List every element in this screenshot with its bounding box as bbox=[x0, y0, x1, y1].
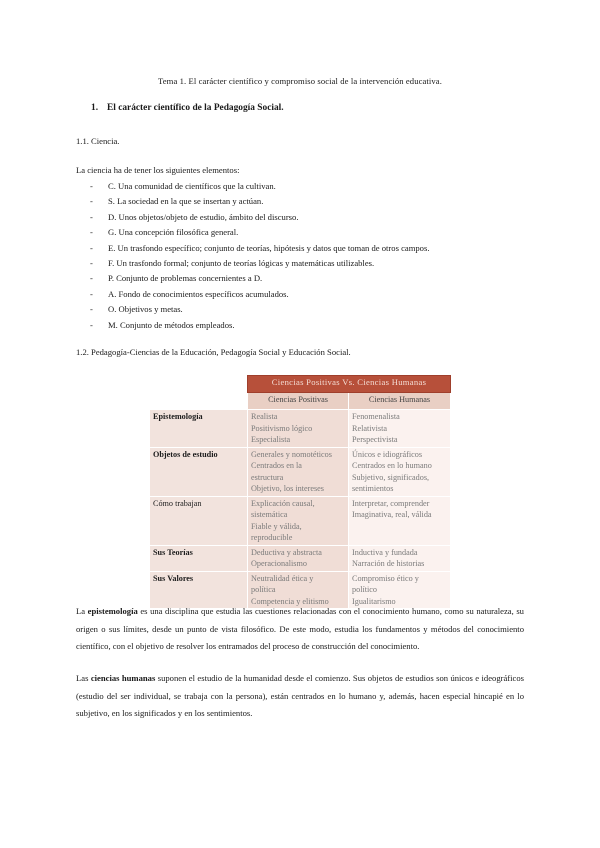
table-row bbox=[150, 447, 451, 496]
comparison-table bbox=[149, 375, 451, 609]
list-item-text: O. Objetivos y metas. bbox=[108, 304, 183, 315]
row-header: Sus Valores bbox=[150, 571, 248, 609]
cell-line: político bbox=[352, 585, 378, 594]
cell-line: Fiable y válida, bbox=[251, 521, 302, 531]
subsection-heading-ciencia: 1.1. Ciencia. bbox=[76, 136, 120, 146]
subsection-heading-pedagogia: 1.2. Pedagogía-Ciencias de la Educación, Pedagogía Social y Educación Social. bbox=[76, 347, 351, 357]
paragraph-text: Las bbox=[76, 673, 91, 683]
cell-line: Inductiva y fundada bbox=[352, 547, 418, 557]
table-cell bbox=[248, 447, 349, 496]
table-cell bbox=[248, 545, 349, 571]
cell-line: Positivismo lógico bbox=[251, 423, 313, 433]
list-item bbox=[76, 271, 429, 286]
bullet-dash: - bbox=[90, 196, 93, 207]
bullet-dash: - bbox=[90, 319, 93, 330]
paragraph-text: es una disciplina que estudia las cuestiones relacionadas con el conocimiento humano, como su naturaleza, su origen o sus límites, desde un punto de vista filosófico. De este modo, estudia los fundamentos y métodos del conocimiento científico, con el objetivo de resolver los entramados del proceso de construcción del conocimiento. bbox=[76, 606, 524, 652]
cell-line: Igualitarismo bbox=[352, 596, 396, 606]
bullet-dash: - bbox=[90, 227, 93, 238]
list-item-text: M. Conjunto de métodos empleados. bbox=[108, 319, 235, 330]
list-item bbox=[76, 287, 429, 302]
cell-line: Realista bbox=[251, 412, 278, 421]
cell-line: sentimientos bbox=[352, 484, 394, 493]
table-corner bbox=[150, 393, 248, 410]
epistemology-paragraph bbox=[76, 603, 524, 656]
cell-line: Compromiso ético y bbox=[352, 573, 419, 583]
cell-line: Especialista bbox=[251, 435, 291, 444]
list-item-text: D. Unos objetos/objeto de estudio, ámbito del discurso. bbox=[108, 211, 299, 222]
cell-line: Generales y nomotéticos bbox=[251, 449, 332, 459]
cell-line: Competencia y elitismo bbox=[251, 596, 329, 606]
section-title: El carácter científico de la Pedagogía Social. bbox=[107, 103, 284, 113]
list-item-text: C. Una comunidad de científicos que la cultivan. bbox=[108, 181, 276, 191]
column-header-humanas: Ciencias Humanas bbox=[349, 393, 451, 410]
table-cell bbox=[248, 410, 349, 448]
table-row bbox=[150, 496, 451, 545]
cell-line: Narración de historias bbox=[352, 559, 425, 568]
cell-line: Centrados en la bbox=[251, 461, 302, 470]
paragraph-text: La bbox=[76, 606, 88, 616]
intro-text: La ciencia ha de tener los siguientes elementos: bbox=[76, 165, 240, 175]
bullet-dash: - bbox=[90, 181, 93, 191]
table-row bbox=[150, 545, 451, 571]
term-ciencias-humanas: ciencias humanas bbox=[90, 673, 156, 683]
bullet-dash: - bbox=[90, 257, 93, 268]
list-item bbox=[76, 318, 429, 333]
bullet-dash: - bbox=[90, 211, 93, 222]
section-number: 1. bbox=[91, 103, 99, 113]
document-header: Tema 1. El carácter científico y compromiso social de la intervención educativa. bbox=[158, 76, 442, 86]
cell-line: Interpretar, comprender bbox=[352, 498, 430, 508]
bullet-dash: - bbox=[90, 288, 93, 299]
cell-line: Relativista bbox=[352, 423, 388, 433]
list-item bbox=[76, 256, 429, 271]
bullet-dash: - bbox=[90, 242, 93, 253]
cell-line: Imaginativa, real, válida bbox=[352, 510, 432, 519]
list-item-text: P. Conjunto de problemas concernientes a D. bbox=[108, 273, 263, 284]
paragraph-text: suponen el estudio de la humanidad desde el comienzo. Sus objetos de estudios son únicos e ideográficos (estudio del ser individual, se trabaja con la persona), están centrados en lo humano y, además, hacen especial hincapié en lo subjetivo, en los significados y en los sentimientos. bbox=[76, 673, 525, 719]
table-cell bbox=[349, 545, 451, 571]
table-title: Ciencias Positivas Vs. Ciencias Humanas bbox=[248, 376, 451, 393]
cell-line: Operacionalismo bbox=[251, 559, 307, 568]
list-item bbox=[76, 302, 429, 317]
list-item-text: G. Una concepción filosófica general. bbox=[108, 227, 239, 238]
cell-line: Centrados en lo humano bbox=[352, 461, 432, 470]
human-sciences-paragraph bbox=[76, 670, 524, 723]
section-heading bbox=[91, 103, 284, 113]
cell-line: reproducible bbox=[251, 533, 293, 542]
bullet-dash: - bbox=[90, 273, 93, 284]
cell-line: estructura bbox=[251, 472, 284, 482]
cell-line: Perspectivista bbox=[352, 435, 398, 444]
cell-line: Fenomenalista bbox=[352, 412, 400, 421]
elements-list bbox=[76, 179, 429, 333]
cell-line: Deductiva y abstracta bbox=[251, 547, 322, 557]
cell-line: Únicos e idiográficos bbox=[352, 449, 423, 459]
table-corner bbox=[150, 376, 248, 393]
cell-line: Subjetivo, significados, bbox=[352, 472, 430, 482]
cell-line: Explicación causal, bbox=[251, 498, 315, 508]
table-cell bbox=[349, 447, 451, 496]
table-row bbox=[150, 410, 451, 448]
row-header: Sus Teorías bbox=[150, 545, 248, 571]
list-item bbox=[76, 179, 429, 194]
list-item bbox=[76, 225, 429, 240]
bullet-dash: - bbox=[90, 304, 93, 315]
row-header: Objetos de estudio bbox=[150, 447, 248, 496]
list-item-text: A. Fondo de conocimientos específicos acumulados. bbox=[108, 288, 289, 299]
row-header: Epistemología bbox=[150, 410, 248, 448]
table-cell bbox=[349, 496, 451, 545]
table-cell bbox=[248, 496, 349, 545]
cell-line: política bbox=[251, 585, 276, 594]
cell-line: Objetivo, los intereses bbox=[251, 484, 324, 493]
list-item-text: S. La sociedad en la que se insertan y actúan. bbox=[108, 196, 264, 207]
list-item-text: E. Un trasfondo específico; conjunto de teorías, hipótesis y datos que toman de otros campos. bbox=[108, 242, 430, 253]
table-cell bbox=[349, 410, 451, 448]
cell-line: sistemática bbox=[251, 510, 288, 519]
list-item bbox=[76, 194, 429, 209]
list-item-text: F. Un trasfondo formal; conjunto de teorías lógicas y matemáticas utilizables. bbox=[108, 257, 375, 268]
term-epistemologia: epistemología bbox=[87, 606, 138, 616]
list-item bbox=[76, 210, 429, 225]
row-header: Cómo trabajan bbox=[150, 496, 248, 545]
cell-line: Neutralidad ética y bbox=[251, 573, 314, 583]
column-header-positivas: Ciencias Positivas bbox=[248, 393, 349, 410]
list-item bbox=[76, 241, 429, 256]
